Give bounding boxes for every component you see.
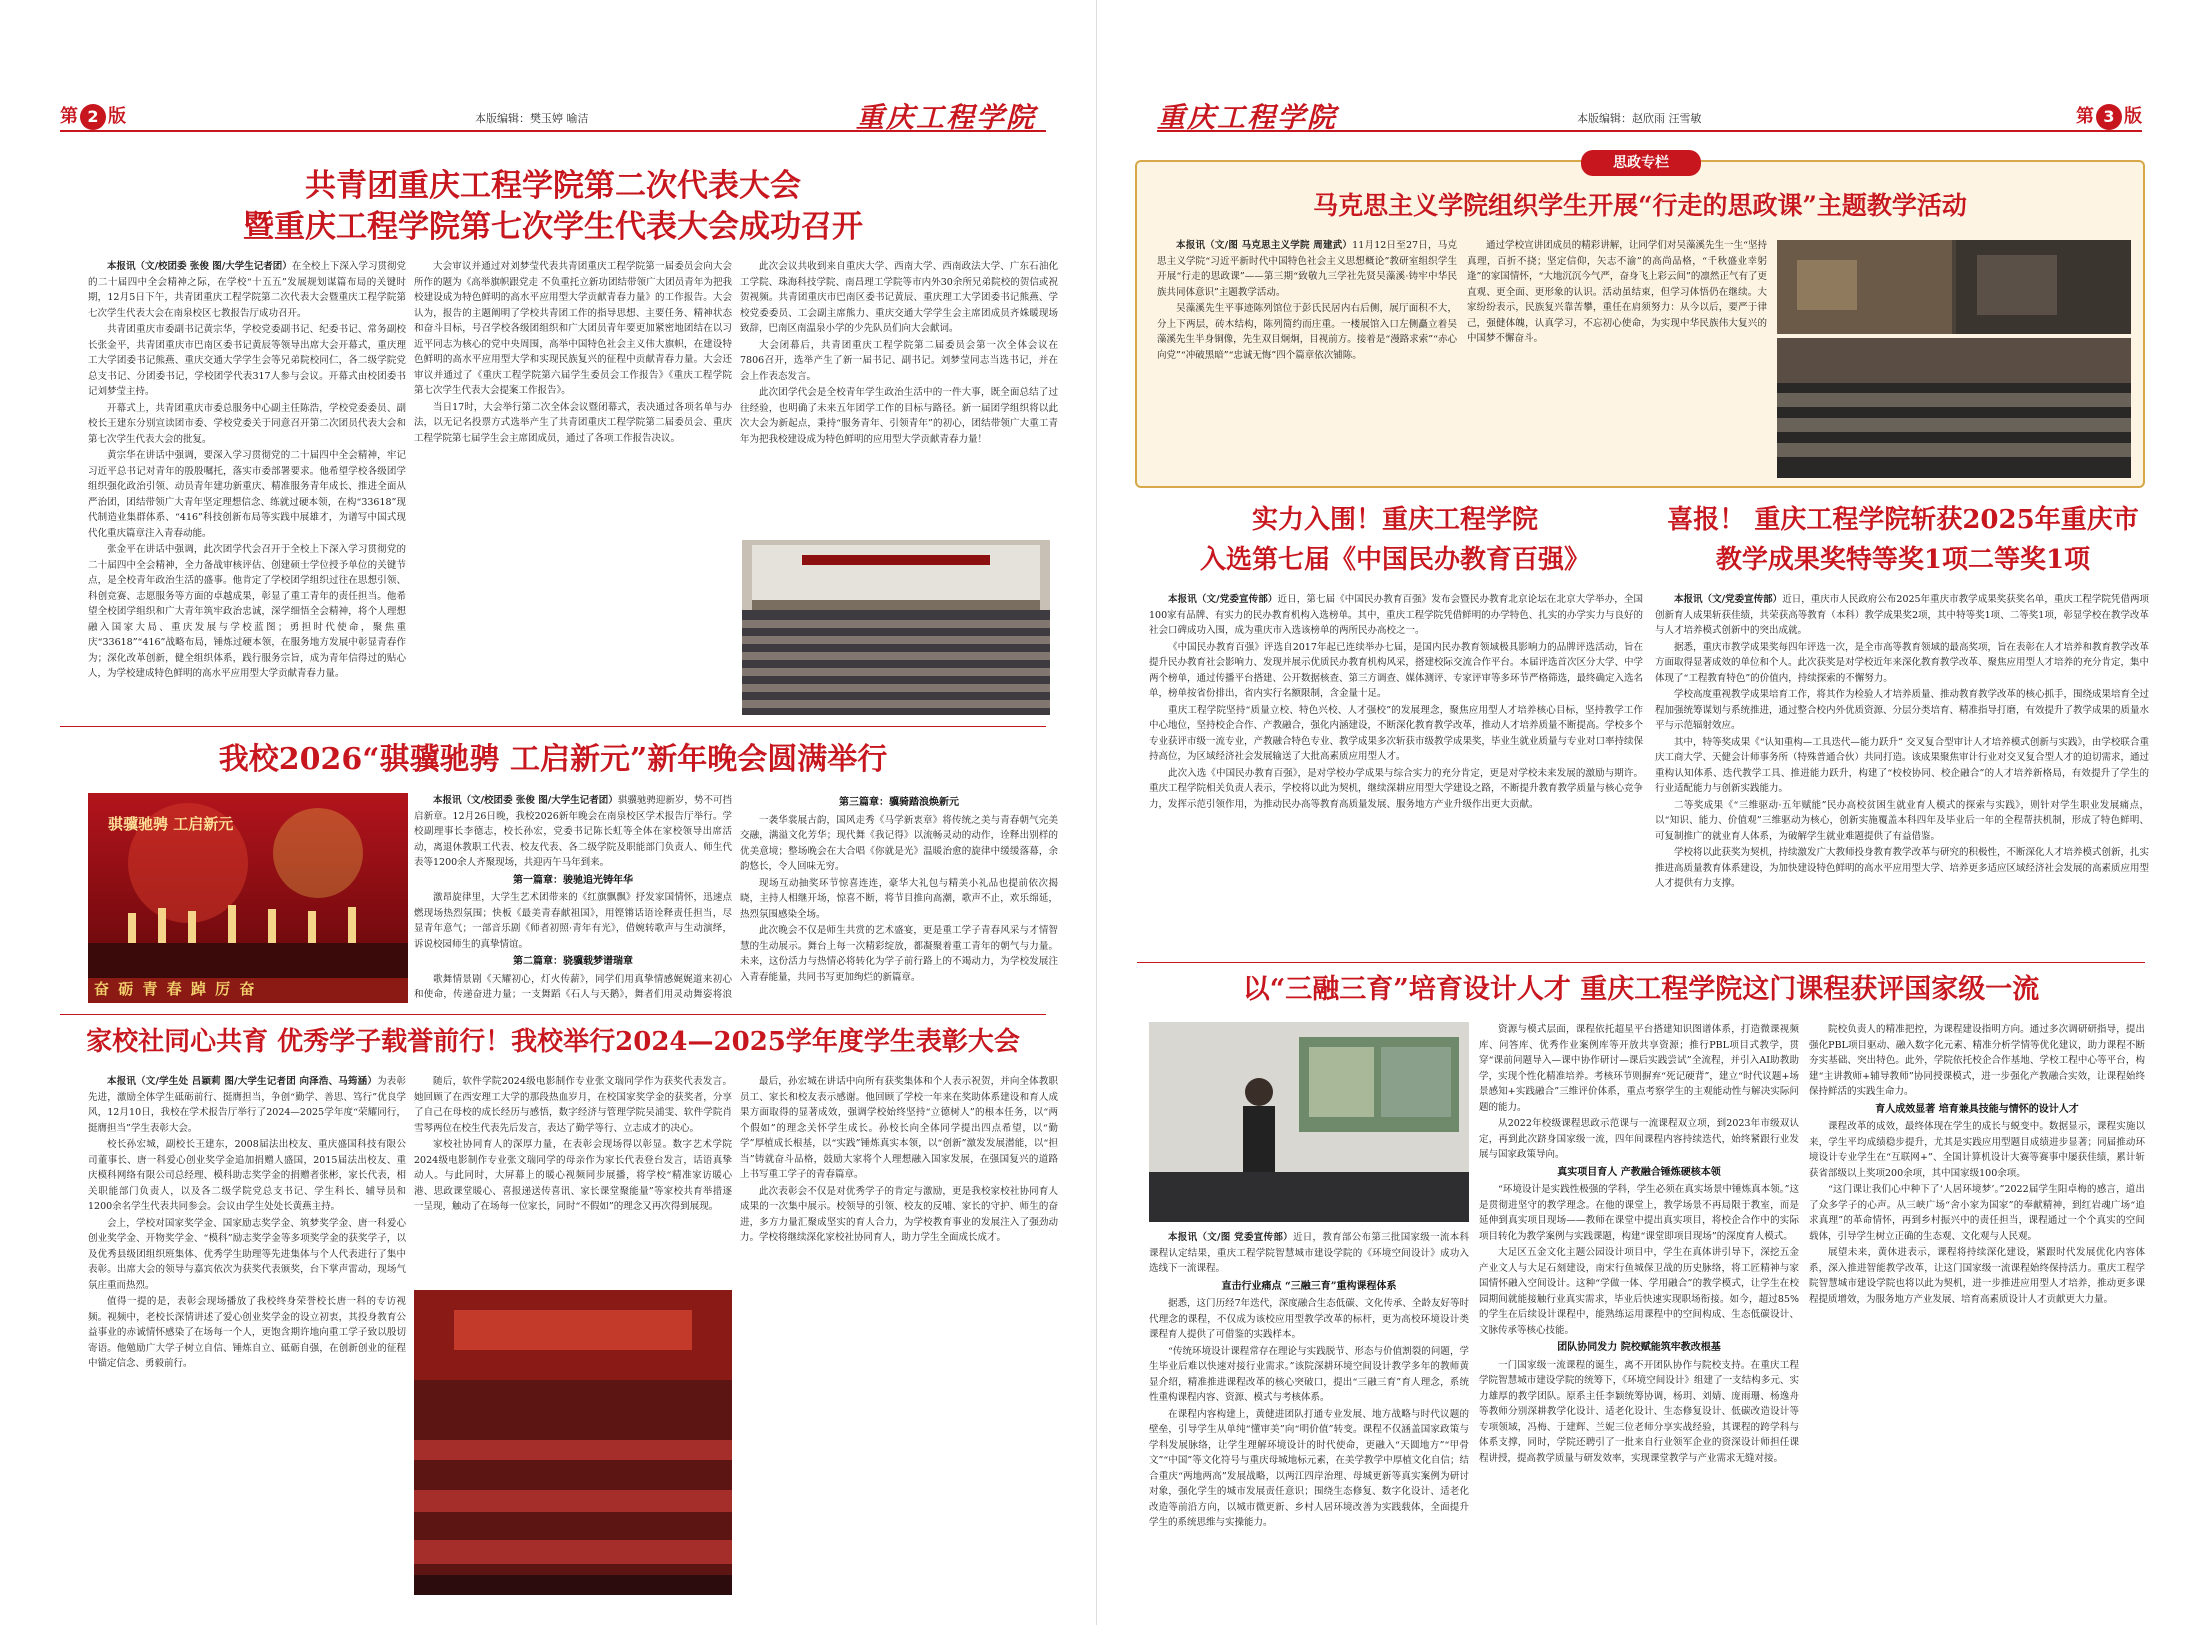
museum-group-photo bbox=[1777, 338, 2131, 478]
column-tag: 思政专栏 bbox=[1581, 150, 1701, 176]
a1-paragraph: 黄宗华在讲话中强调，要深入学习贯彻党的二十届四中全会精神，牢记习近平总书记对青年的殷殷嘱托，落实市委部署要求。他希望学校各级团学组织强化政治引领、动员青年建功新重庆、精准服务青年成长、推进全面从严治团，团结带领广大青年坚定理想信念、练就过硬本领，在构“33618”现代制造业集群体系、“416”科技创新布局等实践中展雄才，为谱写中国式现代化重庆篇章注入青春动能。 bbox=[88, 450, 406, 539]
a3-paragraph: 校长孙宏城，副校长王建东，2008届法出校友、重庆盛国科技有限公司董事长、唐一科爱心创业奖学金追加捐赠人盛国，2015届法出校友、重庆模科网络有限公司总经理、模科助志奖学金的捐赠者张彬，家长代表，相关职能部门负责人，以及各二级学院党总支书记、学生科长、辅导员和1200余名学生代表共同参会。会议由学生处处长黄燕主持。 bbox=[88, 1139, 406, 1212]
a3-title: 家校社同心共育 优秀学子载誉前行！我校举行2024—2025学年度学生表彰大会 bbox=[86, 1027, 1020, 1057]
b3-paragraph: 据悉，重庆市教学成果奖每四年评选一次，是全市高等教育领域的最高奖项，旨在表彰在人才培养和教育教学改革方面取得显著成效的单位和个人。此次获奖是对学校近年来深化教育教学改革、聚焦应用型人才培养的充分肯定，集中体现了“工程教育特色”的价值内，持续探索的不懈努力。 bbox=[1655, 641, 2149, 684]
a1-paragraph: 张金平在讲话中强调，此次团学代会召开于全校上下深入学习贯彻党的二十届四中全会精神，全力备战审核评估、创建硕士学位授予单位的关键节点，是全校青年政治生活的盛事。他肯定了学校团学组织过往在思想引领、科创竞赛、志愿服务等方面的卓越成果，彰显了重工青年的责任担当。他希望全校团学组织和广大青年筑牢政治忠诚，深学细悟全会精神，将个人理想融入国家大局、重庆发展与学校蓝图；勇担时代使命，聚焦重庆“33618”“416”战略布局，锤炼过硬本领，在服务地方发展中彰显青春作为；深化改革创新，健全组织体系，践行服务宗旨，成为青年信得过的贴心人，为学校建成特色鲜明的高水平应用型大学贡献青春力量。 bbox=[88, 544, 406, 679]
b4-paragraph: “传统环境设计课程常存在理论与实践脱节、形态与价值割裂的问题，学生毕业后难以快速对接行业需求。”该院深耕环境空间设计教学多年的教师黄显介绍，精准推进课程改革的核心突破口，提出“三融三育”育人理念，系统性重构课程内容、资源、模式与考核体系。 bbox=[1149, 1345, 1469, 1403]
b4-paragraph: 一门国家级一流课程的诞生，离不开团队协作与院校支持。在重庆工程学院智慧城市建设学院的统筹下，《环境空间设计》组建了一支结构多元、实力雄厚的教学团队。原系主任李颖统筹协调，杨玥、刘婧、庞雨珊、杨逸舟等教师分别深耕教学化设计、适老化设计、生态修复设计、低碳改造设计等专项领域，冯梅、于建辉、兰妮三位老师分享实战经验，其课程的跨学科与体系支撑，同时，学院还聘引了一批来自行业领军企业的资深设计师担任课程讲授，提高教学质量与研发效率，实现课堂教学与产业需求无缝对接。 bbox=[1479, 1359, 1799, 1464]
b4-subheading: 真实项目育人 产教融合锤炼硬核本领 bbox=[1557, 1166, 1721, 1178]
masthead-logo: 重庆工程学院 bbox=[1157, 101, 1338, 134]
a3-paragraph: 值得一提的是，表彰会现场播放了我校终身荣誉校长唐一科的专访视频。视频中，老校长深情讲述了爱心创业奖学金的设立初衷，其投身教育公益事业的赤诚情怀感染了在场每一个人，更饱含期许地向重工学子致以殷切寄语。他勉励广大学子树立自信、锤炼自立、砥砺自强，在创新创业的征程中锚定信念、勇毅前行。 bbox=[88, 1296, 406, 1369]
group-photo-image bbox=[742, 540, 1050, 715]
b2-paragraph: 重庆工程学院坚持“质量立校、特色兴校、人才强校”的发展理念，聚焦应用型人才培养核心目标，坚持教学工作中心地位，坚持校企合作、产教融合，强化内涵建设，不断深化教育教学改革，推动人才培养质量不断提高。学校多个专业获评市级一流专业，产教融合特色专业、教学成果多次斩获市级教学成果奖，毕业生就业质量与专业对口率持续保持高位，为区域经济社会发展输送了大批高素质应用型人才。 bbox=[1149, 704, 1643, 762]
a1-column-3 bbox=[740, 259, 1058, 529]
a1-column-2 bbox=[414, 259, 732, 714]
b4-paragraph: 展望未来，黄休进表示，课程将持续深化建设，紧跟时代发展优化内容体系，深入推进智能教学改革，让这门国家级一流课程始终保持活力。重庆工程学院智慧城市建设学院也将以此为契机，进一步推进应用型人才培养，推动更多课程提质增效，为服务地方产业发展、培育高素质设计人才贡献更大力量。 bbox=[1809, 1247, 2145, 1305]
b4-subheading: 团队协同发力 院校赋能筑牢教改根基 bbox=[1557, 1342, 1721, 1353]
page-number-circle: 2 bbox=[80, 104, 106, 130]
b1-title: 马克思主义学院组织学生开展“行走的思政课”主题教学活动 bbox=[1313, 191, 1967, 220]
a1-paragraph: 大会闭幕后，共青团重庆工程学院第二届委员会第一次全体会议在7806召开，选举产生了新一届书记、副书记。刘梦莹同志当选书记，并在会上作表态发言。 bbox=[740, 339, 1058, 382]
a1-paragraph: 共青团重庆市委副书记黄宗华，学校党委副书记、纪委书记、常务副校长张金平，共青团重庆市巴南区委书记黄辰等领导出席大会开幕式，重庆理工大学团委书记熊燕、重庆交通大学学生会等兄弟院校同仁，各二级学院党总支书记、分团委书记，学校团学代表317人参与会议。开幕式由校团委书记刘梦莹主持。 bbox=[88, 324, 406, 397]
classroom-photo bbox=[1149, 1022, 1469, 1222]
divider bbox=[1137, 962, 2145, 963]
a1-paragraph: 此次会议共收到来自重庆大学、西南大学、西南政法大学、广东石油化工学院、珠海科技学院、南昌理工学院等市内外30余所兄弟院校的贺信或祝贺视频。共青团重庆市巴南区委书记黄辰、重庆理工大学团委书记熊燕、学校党委委员、工会副主席熊力、重庆交通大学学生会主席团成员齐姝暖现场致辞，巴南区南温泉小学的少先队员们向大会献词。 bbox=[740, 261, 1058, 334]
b4-subheading: 育人成效显著 培育兼具技能与情怀的设计人才 bbox=[1875, 1103, 2079, 1115]
b3-title-line1: 喜报！ 重庆工程学院斩获2025年重庆市 bbox=[1667, 505, 2139, 535]
b4-byline: 本报讯（文/图 党委宣传部） bbox=[1168, 1232, 1293, 1243]
a3-byline: 本报讯（文/学生处 吕颖莉 图/大学生记者团 向泽浩、马筠涵） bbox=[107, 1076, 378, 1087]
b4-column-2 bbox=[1479, 1022, 1799, 1600]
b1-photo-1 bbox=[1777, 240, 2131, 334]
b1-column-1: 本报讯（文/图 马克思主义学院 周建武）11月12日至27日，马克思主义学院“习近平新时代中国特色社会主义思想概论”教研室组织学生开展“行走的思政课”——第三期“致敬九三学社先贤吴藻溪·铸牢中华民族共同体意识”主题教学活动。 吴藻溪先生平事迹陈列馆位于彭氏民居内右后侧，展厅面积不大，分上下两层，砖木结构，陈列简约而庄重。一楼展馆入口左侧矗立着吴藻溪先生半身铜像，先生双目炯炯，目视前方。接着是“漫路求索”“赤心向党”“冲破黑暗”“忠诚无悔”四个篇章依次铺陈。 bbox=[1157, 238, 1457, 478]
a2-column-2 bbox=[740, 793, 1058, 1003]
b4-title: 以“三融三育”培育设计人才 重庆工程学院这门课程获评国家级一流 bbox=[1242, 974, 2040, 1005]
page-header bbox=[1157, 100, 2142, 132]
a1-photo-group bbox=[742, 540, 1050, 715]
a2-column-1: 本报讯（文/校团委 张俊 图/大学生记者团）骐骥驰骋迎新岁，势不可挡启新章。12月26日晚，我校2026新年晚会在南泉校区学术报告厅举行。学校副理事长李德志，校长孙宏，党委书记陈长虹等全体在家校领导出席活动，离退休教职工代表、校友代表、各二级学院及职能部门负责人、师生代表等1200余人齐聚现场，共迎丙午马年到来。 第一篇章：骏驰追光铸年华 激昂旋律里，大学生艺术团带来的《红旗飘飘》抒发家国情怀，迅速点燃现场热烈氛围；快板《最美青春献祖国》，用铿锵话语诠释责任担当，尽显青年意气；一部音乐剧《师者初照·青年有光》，借婉转歌声与生动演绎，诉说校园师生的真挚情谊。 第二篇章：骁骥载梦谱瑞章 歌舞情景剧《天耀初心，灯火传薪》，同学们用真挚情感娓娓道来初心和使命，传递奋进力量；一支舞蹈《石人与天鹅》，舞者们用灵动舞姿将浪 bbox=[414, 793, 732, 1003]
b1-byline: 本报讯（文/图 马克思主义学院 周建武） bbox=[1176, 240, 1353, 251]
a1-paragraph: 开幕式上，共青团重庆市委总服务中心副主任陈浩，学校党委委员、副校长王建东分别宣读团市委、学校党委关于同意召开第二次团员代表大会和第七次学生代表大会的批复。 bbox=[88, 402, 406, 445]
museum-photo-1 bbox=[1777, 240, 2131, 334]
a3-paragraph: 最后，孙宏城在讲话中向所有获奖集体和个人表示祝贺，并向全体教职员工、家长和校友表示感谢。他回顾了学校一年来在奖助体系建设和育人成果方面取得的显著成效，强调学校始终坚持“立德树人”的根本任务，以“两个假如”的理念关怀学生成长。孙校长向全体同学提出四点希望，以“勤学”厚植成长根基，以“实践”锤炼真实本领，以“创新”激发发展潜能，以“担当”铸就奋斗品格，鼓励大家将个人理想融入国家发展，在强国复兴的道路上书写重工学子的青春篇章。 bbox=[740, 1076, 1058, 1180]
a3-column-2 bbox=[414, 1074, 732, 1274]
page-number-circle: 3 bbox=[2096, 104, 2122, 130]
a1-title-line2: 暨重庆工程学院第七次学生代表大会成功召开 bbox=[243, 209, 863, 245]
b3-byline: 本报讯（文/党委宣传部） bbox=[1674, 594, 1783, 605]
a2-title: 我校2026“骐骥驰骋 工启新元”新年晚会圆满举行 bbox=[218, 742, 888, 777]
stage-slogan: 奋 砺 青 春 踔 厉 奋 bbox=[94, 980, 257, 998]
a1-byline: 本报讯（文/校团委 张俊 图/大学生记者团） bbox=[107, 261, 292, 272]
b4-subheading: 直击行业痛点 “三融三育”重构课程体系 bbox=[1221, 1280, 1397, 1292]
b4-paragraph: “这门课让我们心中种下了‘人居环境梦’。”2022届学生阳卓梅的感言，道出了众多学子的心声。从三峡广场“舍小家为国家”的奉献精神，到红岩魂广场“追求真理”的革命情怀，再到乡村振兴中的责任担当，课程通过一个个真实的空间载体，引导学生树立正确的生态观、文化观与人民观。 bbox=[1809, 1184, 2145, 1242]
divider bbox=[60, 1014, 1046, 1015]
a2-paragraph: 现场互动抽奖环节惊喜连连，豪华大礼包与精美小礼品也提前依次揭晓，主持人相继开场，惊喜不断，将节目推向高潮，歌声不止，欢乐绵延，热烈氛围感染全场。 bbox=[740, 877, 1058, 920]
a1-paragraph: 此次团学代会是全校青年学生政治生活中的一件大事，既全面总结了过往经验，也明确了未来五年团学工作的目标与路径。新一届团学组织将以此次大会为新起点，秉持“服务青年、引领青年”的初心，团结带领广大重工青年为把我校建设成为特色鲜明的应用型大学贡献青春力量！ bbox=[740, 387, 1058, 445]
a2-photo-stage bbox=[88, 793, 408, 1003]
a2-paragraph: 歌舞情景剧《天耀初心，灯火传薪》，同学们用真挚情感娓娓道来初心和使命，传递奋进力量；一支舞蹈《石人与天鹅》，舞者们用灵动舞姿将浪 bbox=[414, 973, 732, 1000]
a3-paragraph: 家校社协同育人的深厚力量，在表彰会现场得以彰显。数字艺术学院2024级电影制作专业张文瑞同学的母亲作为家长代表登台发言，话语真挚动人。与此同时，大屏幕上的暖心视频同步展播，将学校“精准家访暖心港、思政课堂暖心、喜报递送传喜讯、家长课堂聚能量”等家校共育举措逐一呈现，触动了在场每一位家长，同时“不假如”的理念又再次得到展现。 bbox=[414, 1139, 732, 1212]
page-header bbox=[60, 100, 1046, 132]
a2-paragraph: 激昂旋律里，大学生艺术团带来的《红旗飘飘》抒发家国情怀，迅速点燃现场热烈氛围；快板《最美青春献祖国》，用铿锵话语诠释责任担当，尽显青年意气；一部音乐剧《师者初照·青年有光》，借婉转歌声与生动演绎，诉说校园师生的真挚情谊。 bbox=[414, 892, 732, 950]
b2-title-line1: 实力入围！重庆工程学院 bbox=[1251, 505, 1538, 535]
b4-paragraph: 据悉，这门历经7年迭代，深度融合生态低碳、文化传承、全龄友好等时代理念的课程，不仅成为该校应用型教学改革的标杆，更为高校环境设计类课程育人提供了可借鉴的实践样本。 bbox=[1149, 1298, 1469, 1340]
b3-paragraph: 二等奖成果《“三维驱动·五年赋能”民办高校贫困生就业育人模式的探索与实践》，则针对学生职业发展痛点，以“知识、能力、价值观”三维驱动为核心，创新实施覆盖本科四年及毕业后一年的全程帮扶机制，形成了特色鲜明、可复制推广的就业育人体系，为破解学生就业难题提供了有益借鉴。 bbox=[1655, 799, 2149, 842]
b4-photo-classroom bbox=[1149, 1022, 1469, 1222]
a2-paragraph: 一袭华裳展古韵，国风走秀《马学新衷章》将传统之美与青春朝气完美交融，满溢文化芳华；现代舞《我记得》以流畅灵动的动作，诠释出别样的优美意境；整场晚会在大合唱《你就是光》温暖治愈的旋律中缓缓落幕，余韵悠长，令人回味无穷。 bbox=[740, 814, 1058, 872]
b2-paragraph: 《中国民办教育百强》评选自2017年起已连续举办七届，是国内民办教育领域极具影响力的品牌评选活动，旨在提升民办教育社会影响力、发现并展示优质民办教育机构风采，搭建校际交流合作平台。本届评选首次区分大学、中学两个榜单，通过传播平台搭建、公开数据核查、第三方调查、媒体测评、专家评审等多环节严格筛选，最终确定入选名单，榜单按省份排出，省内实行名额限制，含金量十足。 bbox=[1149, 641, 1643, 699]
b4-paragraph: 大足区五金文化主题公园设计项目中，学生在真体讲引导下，深挖五金产业文人与大足石刻建设，南宋行鱼城保卫战的历史脉络，将工匠精神与家国情怀融入空间设计。这种“学做一体、学用融合”的教学模式，让学生在校园期间就能接触行业真实需求，毕业后快速实现职场衔接。如今，超过85%的学生在后续设计课程中，能熟练运用课程中的空间构成、生态低碳设计、文脉传承等核心技能。 bbox=[1479, 1247, 1799, 1336]
a3-column-3 bbox=[740, 1074, 1058, 1594]
b4-paragraph: “环境设计是实践性极强的学科，学生必须在真实场景中锤炼真本领。”这是贯彻进坚守的教学理念。在他的课堂上，教学场景不再局限于教室，而是延伸到真实项目现场——教师在课堂中提出真实项目，将校企合作中的实际项目转化为教学案例与实践课题，构建“课堂即项目现场”的深度育人模式。 bbox=[1479, 1184, 1799, 1242]
b2-title-line2: 入选第七届《中国民办教育百强》 bbox=[1199, 545, 1590, 575]
a3-paragraph: 随后，软件学院2024级电影制作专业张文瑞同学作为获奖代表发言。她回顾了在西安理工大学的那段热血岁月，在校国家奖学金的获奖者，分享了自己在母校的成长经历与感悟，数字经济与管理学院吴浦雯、软件学院肖雪琴两位在校生代表先后发言，表达了勤学等行、立志成才的决心。 bbox=[414, 1076, 732, 1134]
a3-column-1: 本报讯（文/学生处 吕颖莉 图/大学生记者团 向泽浩、马筠涵）为表彰先进，激励全体学生砥砺前行、挺膺担当，争创“勤学、善思、笃行”优良学风，12月10日，我校在学术报告厅举行了2024—2025学年度“荣耀同行，挺膺担当”学生表彰大会。 校长孙宏城，副校长王建东，2008届法出校友、重庆盛国科技有限公司董事长、唐一科爱心创业奖学金追加捐赠人盛国，2015届法出校友、重庆模科网络有限公司总经理、模科助志奖学金的捐赠者张彬，家长代表，相关职能部门负责人，以及各二级学院党总支书记、学生科长、辅导员和1200余名学生代表共同参会。会议由学生处处长黄燕主持。 会上，学校对国家奖学金、国家励志奖学金、筑梦奖学金、唐一科爱心创业奖学金、开物奖学金、“模科”励志奖学金等多项奖学金的获奖学子，以及优秀县级团组织班集体、优秀学生助理等先进集体与个人代表进行了集中表彰。出席大会的领导与嘉宾依次为获奖代表颁奖，台下掌声雷动，现场气氛庄重而热烈。 值得一提的是，表彰会现场播放了我校终身荣誉校长唐一科的专访视频。视频中，老校长深情讲述了爱心创业奖学金的设立初衷，其投身教育公益事业的赤诚情怀感染了在场每一个人，更饱含期许地向重工学子致以殷切寄语。他勉励广大学子树立自信、锤炼自立、砥砺自强，在创新创业的征程中锚定信念、勇毅前行。 bbox=[88, 1074, 406, 1594]
masthead-logo: 重庆工程学院 bbox=[855, 101, 1036, 134]
a1-column-1: 本报讯（文/校团委 张俊 图/大学生记者团）在全校上下深入学习贯彻党的二十届四中全会精神之际，在学校“十五五”发展规划谋篇布局的关键时期，12月5日下午，共青团重庆工程学院第二次代表大会暨重庆工程学院第七次学生代表大会在南泉校区七教报告厅成功召开。 共青团重庆市委副书记黄宗华，学校党委副书记、纪委书记、常务副校长张金平，共青团重庆市巴南区委书记黄辰等领导出席大会开幕式，重庆理工大学团委书记熊燕、重庆交通大学学生会等兄弟院校同仁，各二级学院党总支书记、分团委书记，学校团学代表317人参与会议。开幕式由校团委书记刘梦莹主持。 开幕式上，共青团重庆市委总服务中心副主任陈浩，学校党委委员、副校长王建东分别宣读团市委、学校党委关于同意召开第二次团员代表大会和第七次学生代表大会的批复。 黄宗华在讲话中强调，要深入学习贯彻党的二十届四中全会精神，牢记习近平总书记对青年的殷殷嘱托，落实市委部署要求。他希望学校各级团学组织强化政治引领、动员青年建功新重庆、精准服务青年成长、推进全面从严治团，团结带领广大青年坚定理想信念、练就过硬本领，在构“33618”现代制造业集群体系、“416”科技创新布局等实践中展雄才，为谱写中国式现代化重庆篇章注入青春动能。 张金平在讲话中强调，此次团学代会召开于全校上下深入学习贯彻党的二十届四中全会精神，全力备战审核评估、创建硕士学位授予单位的关键节点，是全校青年政治生活的盛事。他肯定了学校团学组织过往在思想引领、科创竞赛、志愿服务等方面的卓越成果，彰显了重工青年的责任担当。他希望全校团学组织和广大青年筑牢政治忠诚，深学细悟全会精神，将个人理想融入国家大局、重庆发展与学校蓝图；勇担时代使命，聚焦重庆“33618”“416”战略布局，锤炼过硬本领，在服务地方发展中彰显青春作为；深化改革创新，健全组织体系，践行服务宗旨，成为青年信得过的贴心人，为学校建成特色鲜明的高水平应用型大学贡献青春力量。 bbox=[88, 259, 406, 714]
editor-credit: 本版编辑：赵欣雨 汪雪敏 bbox=[1577, 112, 1702, 125]
a1-paragraph: 大会审议并通过对刘梦莹代表共青团重庆工程学院第一届委员会向大会所作的题为《高举旗帜跟党走 不负重托立新功团结带领广大团员青年为把我校建设成为特色鲜明的高水平应用型大学贡献青春力量》的工作报告。大会认为，报告的主题阐明了学校共青团工作的指导思想、主要任务、精神状态和奋斗目标，号召学校各级团组织和广大团员青年要更加紧密地团结在以习近平同志为核心的党中央周围，高举中国特色社会主义伟大旗帜，在建设特色鲜明的高水平应用型大学和实现民族复兴的征程中贡献青春力量。大会还审议并通过了《重庆工程学院第六届学生委员会工作报告》《重庆工程学院第七次学生代表大会提案工作报告》。 bbox=[414, 261, 732, 396]
b1-paragraph: 吴藻溪先生平事迹陈列馆位于彭氏民居内右后侧，展厅面积不大，分上下两层，砖木结构，陈列简约而庄重。一楼展馆入口左侧矗立着吴藻溪先生半身铜像，先生双目炯炯，目视前方。接着是“漫路求索”“赤心向党”“冲破黑暗”“忠诚无悔”四个篇章依次铺陈。 bbox=[1157, 303, 1457, 361]
a2-section-heading: 第一篇章：骏驰追光铸年华 bbox=[513, 874, 633, 886]
b4-paragraph: 资源与模式层面，课程依托超星平台搭建知识图谱体系，打造微课视频库、问答库、优秀作业案例库等开放共享资源；推行PBL项目式教学，贯穿“课前问题导入—课中协作研讨—课后实践尝试”全流程，并引入AI助教助学，实现个性化精准培养。考核环节则摒弃“死记硬背”，建立“时代议题+场景感知+实践融合”三维评价体系，重点考察学生的主观能动性与解决实际问题的能力。 bbox=[1479, 1024, 1799, 1113]
a1-title-line1: 共青团重庆工程学院第二次代表大会 bbox=[305, 168, 801, 204]
stage-banner-text: 骐骥驰骋 工启新元 bbox=[108, 815, 234, 833]
b4-column-1: 本报讯（文/图 党委宣传部）近日，教育部公布第三批国家级一流本科课程认定结果，重庆工程学院智慧城市建设学院的《环境空间设计》成功入选线下一流课程。 直击行业痛点 “三融三育”重构课程体系 据悉，这门历经7年迭代，深度融合生态低碳、文化传承、全龄友好等时代理念的课程，不仅成为该校应用型教学改革的标杆，更为高校环境设计类课程育人提供了可借鉴的实践样本。 “传统环境设计课程常存在理论与实践脱节、形态与价值割裂的问题，学生毕业后难以快速对接行业需求。”该院深耕环境空间设计教学多年的教师黄显介绍，精准推进课程改革的核心突破口，提出“三融三育”育人理念，系统性重构课程内容、资源、模式与考核体系。 在课程内容构建上，黄健进团队打通专业发展、地方战略与时代议题的壁垒，引导学生从单纯“懂审美”向“明价值”转变。课程不仅涵盖国家政策与学科发展脉络，让学生理解环境设计的时代使命，更融入“天圆地方”“甲骨文”“中国”等文化符号与重庆母城地标元素，在美学教学中厚植文化自信；结合重庆“两地两高”发展战略，以两江四岸治理、母城更新等真实案例为研讨对象，强化学生的城市发展责任意识；围绕生态修复、数字化设计、适老化改造等前沿方向，以城市微更新、乡村人居环境改善为实践载体，全面提升学生的系统思维与实操能力。 bbox=[1149, 1230, 1469, 1600]
divider bbox=[60, 726, 1046, 727]
b1-paragraph: 通过学校宣讲团成员的精彩讲解，让同学们对吴藻溪先生一生“坚持真理，百折不挠；坚定信仰，矢志不渝”的高尚品格，“千秋盛业幸躬逢”的家国情怀，“大地沉沉今气严，奋身飞上彩云间”的凛然正气有了更直观、更全面、更形象的认识。活动虽结束，但学习体悟仍在继续。大家纷纷表示，民族复兴靠苦攀，重任在肩须努力：从今以后，要严于律己，强健体魄，认真学习，不忘初心使命，为实现中华民族伟大复兴的中国梦不懈奋斗。 bbox=[1467, 240, 1767, 344]
a3-paragraph: 此次表彰会不仅是对优秀学子的肯定与激励，更是我校家校社协同育人成果的一次集中展示。校领导的引领、校友的反哺、家长的守护、师生的奋进，多方力量汇聚成坚实的育人合力，为学校教育事业的发展注入了强劲动力。学校将继续深化家校社协同育人，助力学生全面成长成才。 bbox=[740, 1185, 1058, 1243]
b4-paragraph: 课程改革的成效，最终体现在学生的成长与蜕变中。数据显示，课程实施以来，学生平均成绩稳步提升，尤其是实践应用型题目成绩进步显著；同届推动环境设计专业学生在“互联网+”、全国计算机设计大赛等赛事中屡获佳绩，累计斩获省部级以上奖项200余项，其中国家级100余项。 bbox=[1809, 1121, 2145, 1179]
b3-paragraph: 学校将以此获奖为契机，持续激发广大教师投身教育教学改革与研究的积极性，不断深化人才培养模式创新，扎实推进高质量教育体系建设，为加快建设特色鲜明的高水平应用型大学、培养更多适应区域经济社会发展的高素质应用型人才提供有力支撑。 bbox=[1655, 847, 2149, 889]
b2-byline: 本报讯（文/党委宣传部） bbox=[1168, 594, 1278, 605]
page-number: 第 2 版 bbox=[60, 102, 126, 130]
b2-paragraph: 此次入选《中国民办教育百强》，是对学校办学成果与综合实力的充分肯定，更是对学校未来发展的激励与期许。重庆工程学院相关负责人表示，学校将以此为契机，继续深耕应用型大学建设之路，不断提升教育教学质量与核心竞争力，发挥示范引领作用，为推动民办高等教育高质量发展、服务地方产业升级作出更大贡献。 bbox=[1149, 767, 1643, 810]
b4-paragraph: 院校负责人的精准把控，为课程建设指明方向。通过多次调研研指导，提出强化PBL项目驱动、融入数字化元素、精准分析学情等优化建议，助力课程不断夯实基础、突出特色。此外，学院依托校企合作基地、学校工程中心等平台，构建“主讲教师+辅导教师”协同授课模式，进一步强化产教融合实效，让课程始终保持鲜活的实践生命力。 bbox=[1809, 1024, 2145, 1097]
a2-byline: 本报讯（文/校团委 张俊 图/大学生记者团） bbox=[433, 795, 618, 806]
a2-section-heading: 第三篇章：骥骑踏浪焕新元 bbox=[839, 797, 959, 808]
page-3 bbox=[1096, 0, 2192, 1625]
award-photo-image bbox=[414, 1290, 732, 1595]
b3-paragraph: 学校高度重视教学成果培育工作，将其作为检验人才培养质量、推动教育教学改革的核心抓手，围绕成果培育全过程加强统筹谋划与系统推进，通过整合校内外优质资源、分层分类培育、精准指导打磨，有效提升了教学成果的质量水平与示范辐射效应。 bbox=[1655, 689, 2149, 731]
b1-photo-2 bbox=[1777, 338, 2131, 478]
page-number: 第 3 版 bbox=[2076, 102, 2142, 130]
a1-paragraph: 当日17时，大会举行第二次全体会议暨闭幕式，表决通过各项名单与办法，以无记名投票方式选举产生了共青团重庆工程学院第二届委员会、重庆工程学院第七届学生会主席团成员，通过了各项工作报告决议。 bbox=[414, 401, 732, 444]
b4-paragraph: 从2022年校级课程思政示范课与一流课程双立项，到2023年市级双认定，再到此次跻身国家级一流，四年间课程内容持续迭代，始终紧跟行业发展与国家政策导向。 bbox=[1479, 1118, 1799, 1160]
b3-title-line2: 教学成果奖特等奖1项二等奖1项 bbox=[1715, 545, 2091, 575]
a3-paragraph: 会上，学校对国家奖学金、国家励志奖学金、筑梦奖学金、唐一科爱心创业奖学金、开物奖学金、“模科”励志奖学金等多项奖学金的获奖学子，以及优秀县级团组织班集体、优秀学生助理等先进集体与个人代表进行了集中表彰。出席大会的领导与嘉宾依次为获奖代表颁奖，台下掌声雷动，现场气氛庄重而热烈。 bbox=[88, 1217, 406, 1291]
b4-paragraph: 在课程内容构建上，黄健进团队打通专业发展、地方战略与时代议题的壁垒，引导学生从单纯“懂审美”向“明价值”转变。课程不仅涵盖国家政策与学科发展脉络，让学生理解环境设计的时代使命，更融入“天圆地方”“甲骨文”“中国”等文化符号与重庆母城地标元素，在美学教学中厚植文化自信；结合重庆“两地两高”发展战略，以两江四岸治理、母城更新等真实案例为研讨对象，强化学生的城市发展责任意识；围绕生态修复、数字化设计、适老化改造等前沿方向，以城市微更新、乡村人居环境改善为实践载体，全面提升学生的系统思维与实操能力。 bbox=[1149, 1408, 1469, 1528]
b3-paragraph: 其中，特等奖成果《“认知重构—工具迭代—能力跃升” 交叉复合型审计人才培养模式创新与实践》，由学校联合重庆工商大学、天健会计师事务所（特殊普通合伙）共同打造。该成果聚焦审计行业对交叉复合型人才的迫切需求，通过重构认知体系、迭代教学工具、推进能力跃升，构建了“校校协同、校企融合”的人才培养新格局，有效提升了学生的行业适配能力与创新实践能力。 bbox=[1655, 736, 2149, 794]
a3-photo-award bbox=[414, 1290, 732, 1595]
editor-credit: 本版编辑：樊玉婷 喻洁 bbox=[475, 112, 589, 125]
a2-section-heading: 第二篇章：骁骥载梦谱瑞章 bbox=[513, 956, 633, 967]
b4-column-3 bbox=[1809, 1022, 2145, 1600]
b3-body: 本报讯（文/党委宣传部）近日，重庆市人民政府公布2025年重庆市教学成果奖获奖名单，重庆工程学院凭借两项创新育人成果斩获佳绩，共荣获高等教育（本科）教学成果奖2项，其中特等奖1项、二等奖1项，彰显学校在教学改革与人才培养模式创新中的突出成就。 据悉，重庆市教学成果奖每四年评选一次，是全市高等教育领域的最高奖项，旨在表彰在人才培养和教育教学改革方面取得显著成效的单位和个人。此次获奖是对学校近年来深化教育教学改革、聚焦应用型人才培养的充分肯定，集中体现了“工程教育特色”的价值内，持续探索的不懈努力。 学校高度重视教学成果培育工作，将其作为检验人才培养质量、推动教育教学改革的核心抓手，围绕成果培育全过程加强统筹谋划与系统推进，通过整合校内外优质资源、分层分类培育、精准指导打磨，有效提升了教学成果的质量水平与示范辐射效应。 其中，特等奖成果《“认知重构—工具迭代—能力跃升” 交叉复合型审计人才培养模式创新与实践》，由学校联合重庆工商大学、天健会计师事务所（特殊普通合伙）共同打造。该成果聚焦审计行业对交叉复合型人才的迫切需求，通过重构认知体系、迭代教学工具、推进能力跃升，构建了“校校协同、校企融合”的人才培养新格局，有效提升了学生的行业适配能力与创新实践能力。 二等奖成果《“三维驱动·五年赋能”民办高校贫困生就业育人模式的探索与实践》，则针对学生职业发展痛点，以“知识、能力、价值观”三维驱动为核心，创新实施覆盖本科四年及毕业后一年的全程帮扶机制，形成了特色鲜明、可复制推广的就业育人体系，为破解学生就业难题提供了有益借鉴。 学校将以此获奖为契机，持续激发广大教师投身教育教学改革与研究的积极性，不断深化人才培养模式创新，扎实推进高质量教育体系建设，为加快建设特色鲜明的高水平应用型大学、培养更多适应区域经济社会发展的高素质应用型人才提供有力支撑。 bbox=[1655, 592, 2149, 952]
b2-body: 本报讯（文/党委宣传部）近日，第七届《中国民办教育百强》发布会暨民办教育北京论坛在北京大学举办，全国100家有品牌、有实力的民办教育机构入选榜单。其中，重庆工程学院凭借鲜明的办学特色、扎实的办学实力与良好的社会口碑成功入围，成为重庆市入选该榜单的两所民办高校之一。 《中国民办教育百强》评选自2017年起已连续举办七届，是国内民办教育领域极具影响力的品牌评选活动，旨在提升民办教育社会影响力、发现并展示优质民办教育机构风采，搭建校际交流合作平台。本届评选首次区分大学、中学两个榜单，通过传播平台搭建、公开数据核查、第三方调查、媒体测评、专家评审等多环节严格筛选，最终确定入选名单，榜单按省份排出，省内实行名额限制，含金量十足。 重庆工程学院坚持“质量立校、特色兴校、人才强校”的发展理念，聚焦应用型人才培养核心目标，坚持教学工作中心地位，坚持校企合作、产教融合，强化内涵建设，不断深化教育教学改革，推动人才培养质量不断提高。学校多个专业获评市级一流专业，产教融合特色专业、教学成果多次斩获市级教学成果奖，毕业生就业质量与专业对口率持续保持高位，为区域经济社会发展输送了大批高素质应用型人才。 此次入选《中国民办教育百强》，是对学校办学成果与综合实力的充分肯定，更是对学校未来发展的激励与期许。重庆工程学院相关负责人表示，学校将以此为契机，继续深耕应用型大学建设之路，不断提升教育教学质量与核心竞争力，发挥示范引领作用，为推动民办高等教育高质量发展、服务地方产业升级作出更大贡献。 bbox=[1149, 592, 1643, 952]
b1-column-2 bbox=[1467, 238, 1767, 478]
a2-paragraph: 此次晚会不仅是师生共赏的艺术盛宴，更是重工学子青春风采与才情智慧的生动展示。舞台上每一次精彩绽放，都凝聚着重工青年的朝气与力量。未来，这份活力与热情必将转化为学子前行路上的不竭动力，为学校发展注入青春能量，共同书写更加绚烂的新篇章。 bbox=[740, 925, 1058, 983]
